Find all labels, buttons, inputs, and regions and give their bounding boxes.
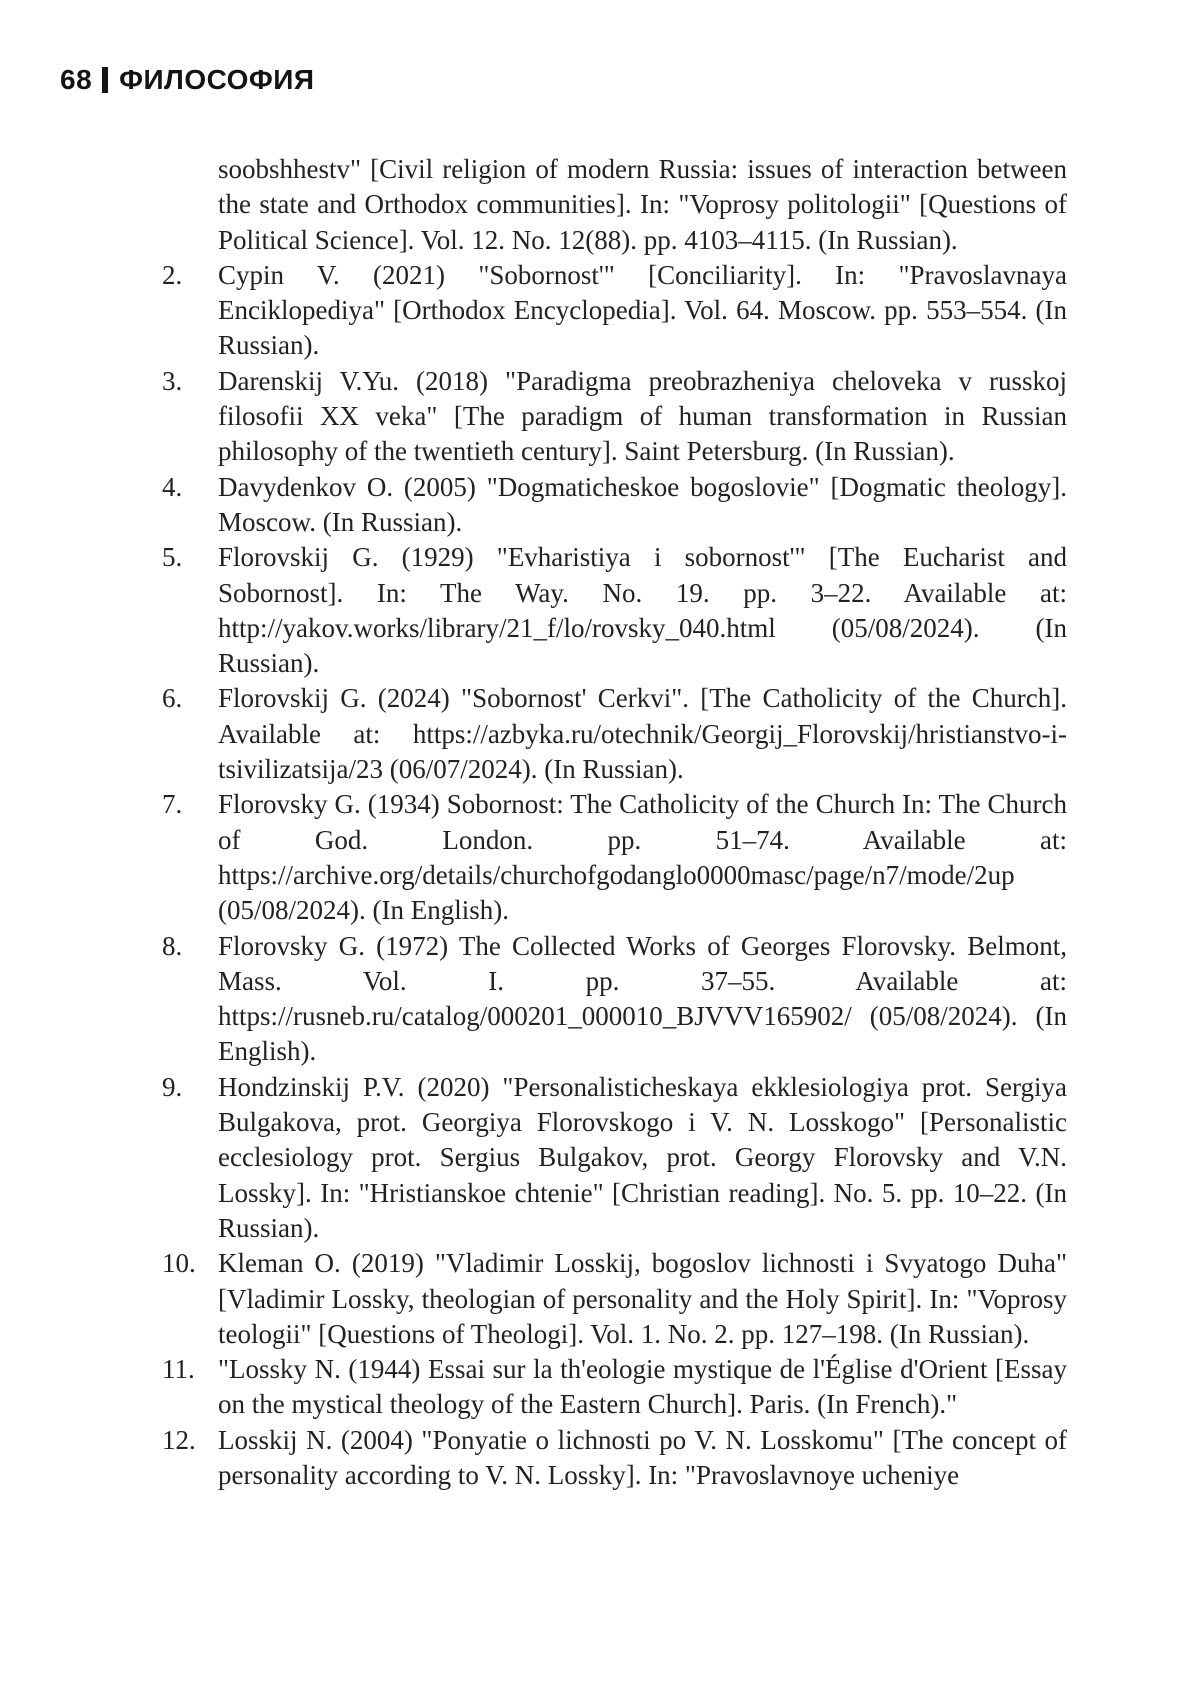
page-header — [60, 66, 315, 94]
reference-text: Hondzinskij P.V. (2020) "Personalisticheskaya ekklesiologiya prot. Sergiya Bulgakova, prot. Georgiya Florovskogo i V. N. Losskogo" [Personalistic ecclesiology prot. Sergius Bulgakov, prot. Georgy Florovsky and V.N. Lossky]. In: "Hristianskoe chtenie" [Christian reading]. No. 5. pp. 10–22. (In Russian). — [218, 1071, 1067, 1243]
reference-text: "Lossky N. (1944) Essai sur la th'eologie mystique de l'Église d'Orient [Essay on the mystical theology of the Eastern Church]. Paris. (In French)." — [218, 1354, 1067, 1420]
reference-list — [162, 152, 1067, 1493]
reference-item — [162, 1423, 1067, 1494]
reference-number: 12. — [162, 1424, 196, 1455]
reference-number: 6. — [162, 683, 183, 714]
reference-item — [162, 929, 1067, 1070]
reference-item — [162, 1352, 1067, 1423]
reference-item — [162, 470, 1067, 541]
reference-number: 9. — [162, 1071, 183, 1102]
reference-item — [162, 258, 1067, 364]
reference-number: 2. — [162, 259, 183, 290]
page-number: 68 — [60, 64, 93, 95]
section-title: ФИЛОСОФИЯ — [119, 64, 315, 95]
reference-text: soobshhestv" [Civil religion of modern Russia: issues of interaction between the state and Orthodox communities]. In: "Voprosy politologii" [Questions of Political Science]. Vol. 12. No. 12(88). pp. 4103–4115. (In Russian). — [218, 154, 1067, 255]
reference-text: Florovsky G. (1934) Sobornost: The Catholicity of the Church In: The Church of God. London. pp. 51–74. Available at: https://archive.org/details/churchofgodanglo0000masc/page/n7/mode/2up (05/08/2024). (In English). — [218, 789, 1067, 926]
reference-text: Florovskij G. (2024) "Sobornost' Cerkvi". [The Catholicity of the Church]. Available at: https://azbyka.ru/otechnik/Georgij_Florovskij/hristianstvo-i-tsivilizatsija/23 (06/07/2024). (In Russian). — [218, 683, 1067, 785]
reference-text: Florovskij G. (1929) "Evharistiya i sobornost'" [The Eucharist and Sobornost]. In: The Way. No. 19. pp. 3–22. Available at: http://yakov.works/library/21_f/lo/rovsky_040.html (05/08/2024). (In Russian). — [218, 542, 1067, 679]
reference-text: Florovsky G. (1972) The Collected Works of Georges Florovsky. Belmont, Mass. Vol. I. pp. 37–55. Available at: https://rusneb.ru/catalog/000201_000010_BJVVV165902/ (05/08/2024). (In English). — [218, 930, 1067, 1067]
reference-item — [162, 681, 1067, 787]
reference-item — [162, 540, 1067, 681]
header-separator — [102, 67, 108, 93]
reference-number: 4. — [162, 471, 183, 502]
reference-item — [162, 1070, 1067, 1246]
reference-text: Kleman O. (2019) "Vladimir Losskij, bogoslov lichnosti i Svyatogo Duha" [Vladimir Lossky, theologian of personality and the Holy Spirit]. In: "Voprosy teologii" [Questions of Theologi]. Vol. 1. No. 2. pp. 127–198. (In Russian). — [218, 1248, 1067, 1349]
reference-item — [162, 787, 1067, 928]
reference-item — [162, 364, 1067, 470]
reference-text: Losskij N. (2004) "Ponyatie o lichnosti po V. N. Losskomu" [The concept of personality according to V. N. Lossky]. In: "Pravoslavnoye ucheniye — [218, 1424, 1067, 1490]
reference-item — [162, 152, 1067, 258]
reference-text: Darenskij V.Yu. (2018) "Paradigma preobrazheniya cheloveka v russkoj filosofii XX veka" [The paradigm of human transformation in Russian philosophy of the twentieth century]. Saint Petersburg. (In Russian). — [218, 365, 1067, 467]
reference-number: 8. — [162, 930, 183, 961]
reference-number: 10. — [162, 1248, 196, 1279]
reference-number: 3. — [162, 365, 183, 396]
reference-text: Cypin V. (2021) "Sobornost'" [Conciliarity]. In: "Pravoslavnaya Enciklopediya" [Orthodox Encyclopedia]. Vol. 64. Moscow. pp. 553–554. (In Russian). — [218, 259, 1067, 361]
reference-text: Davydenkov O. (2005) "Dogmaticheskoe bogoslovie" [Dogmatic theology]. Moscow. (In Russian). — [218, 471, 1067, 537]
reference-number: 5. — [162, 542, 183, 573]
reference-number: 11. — [162, 1354, 195, 1385]
reference-number: 7. — [162, 789, 183, 820]
reference-item — [162, 1246, 1067, 1352]
